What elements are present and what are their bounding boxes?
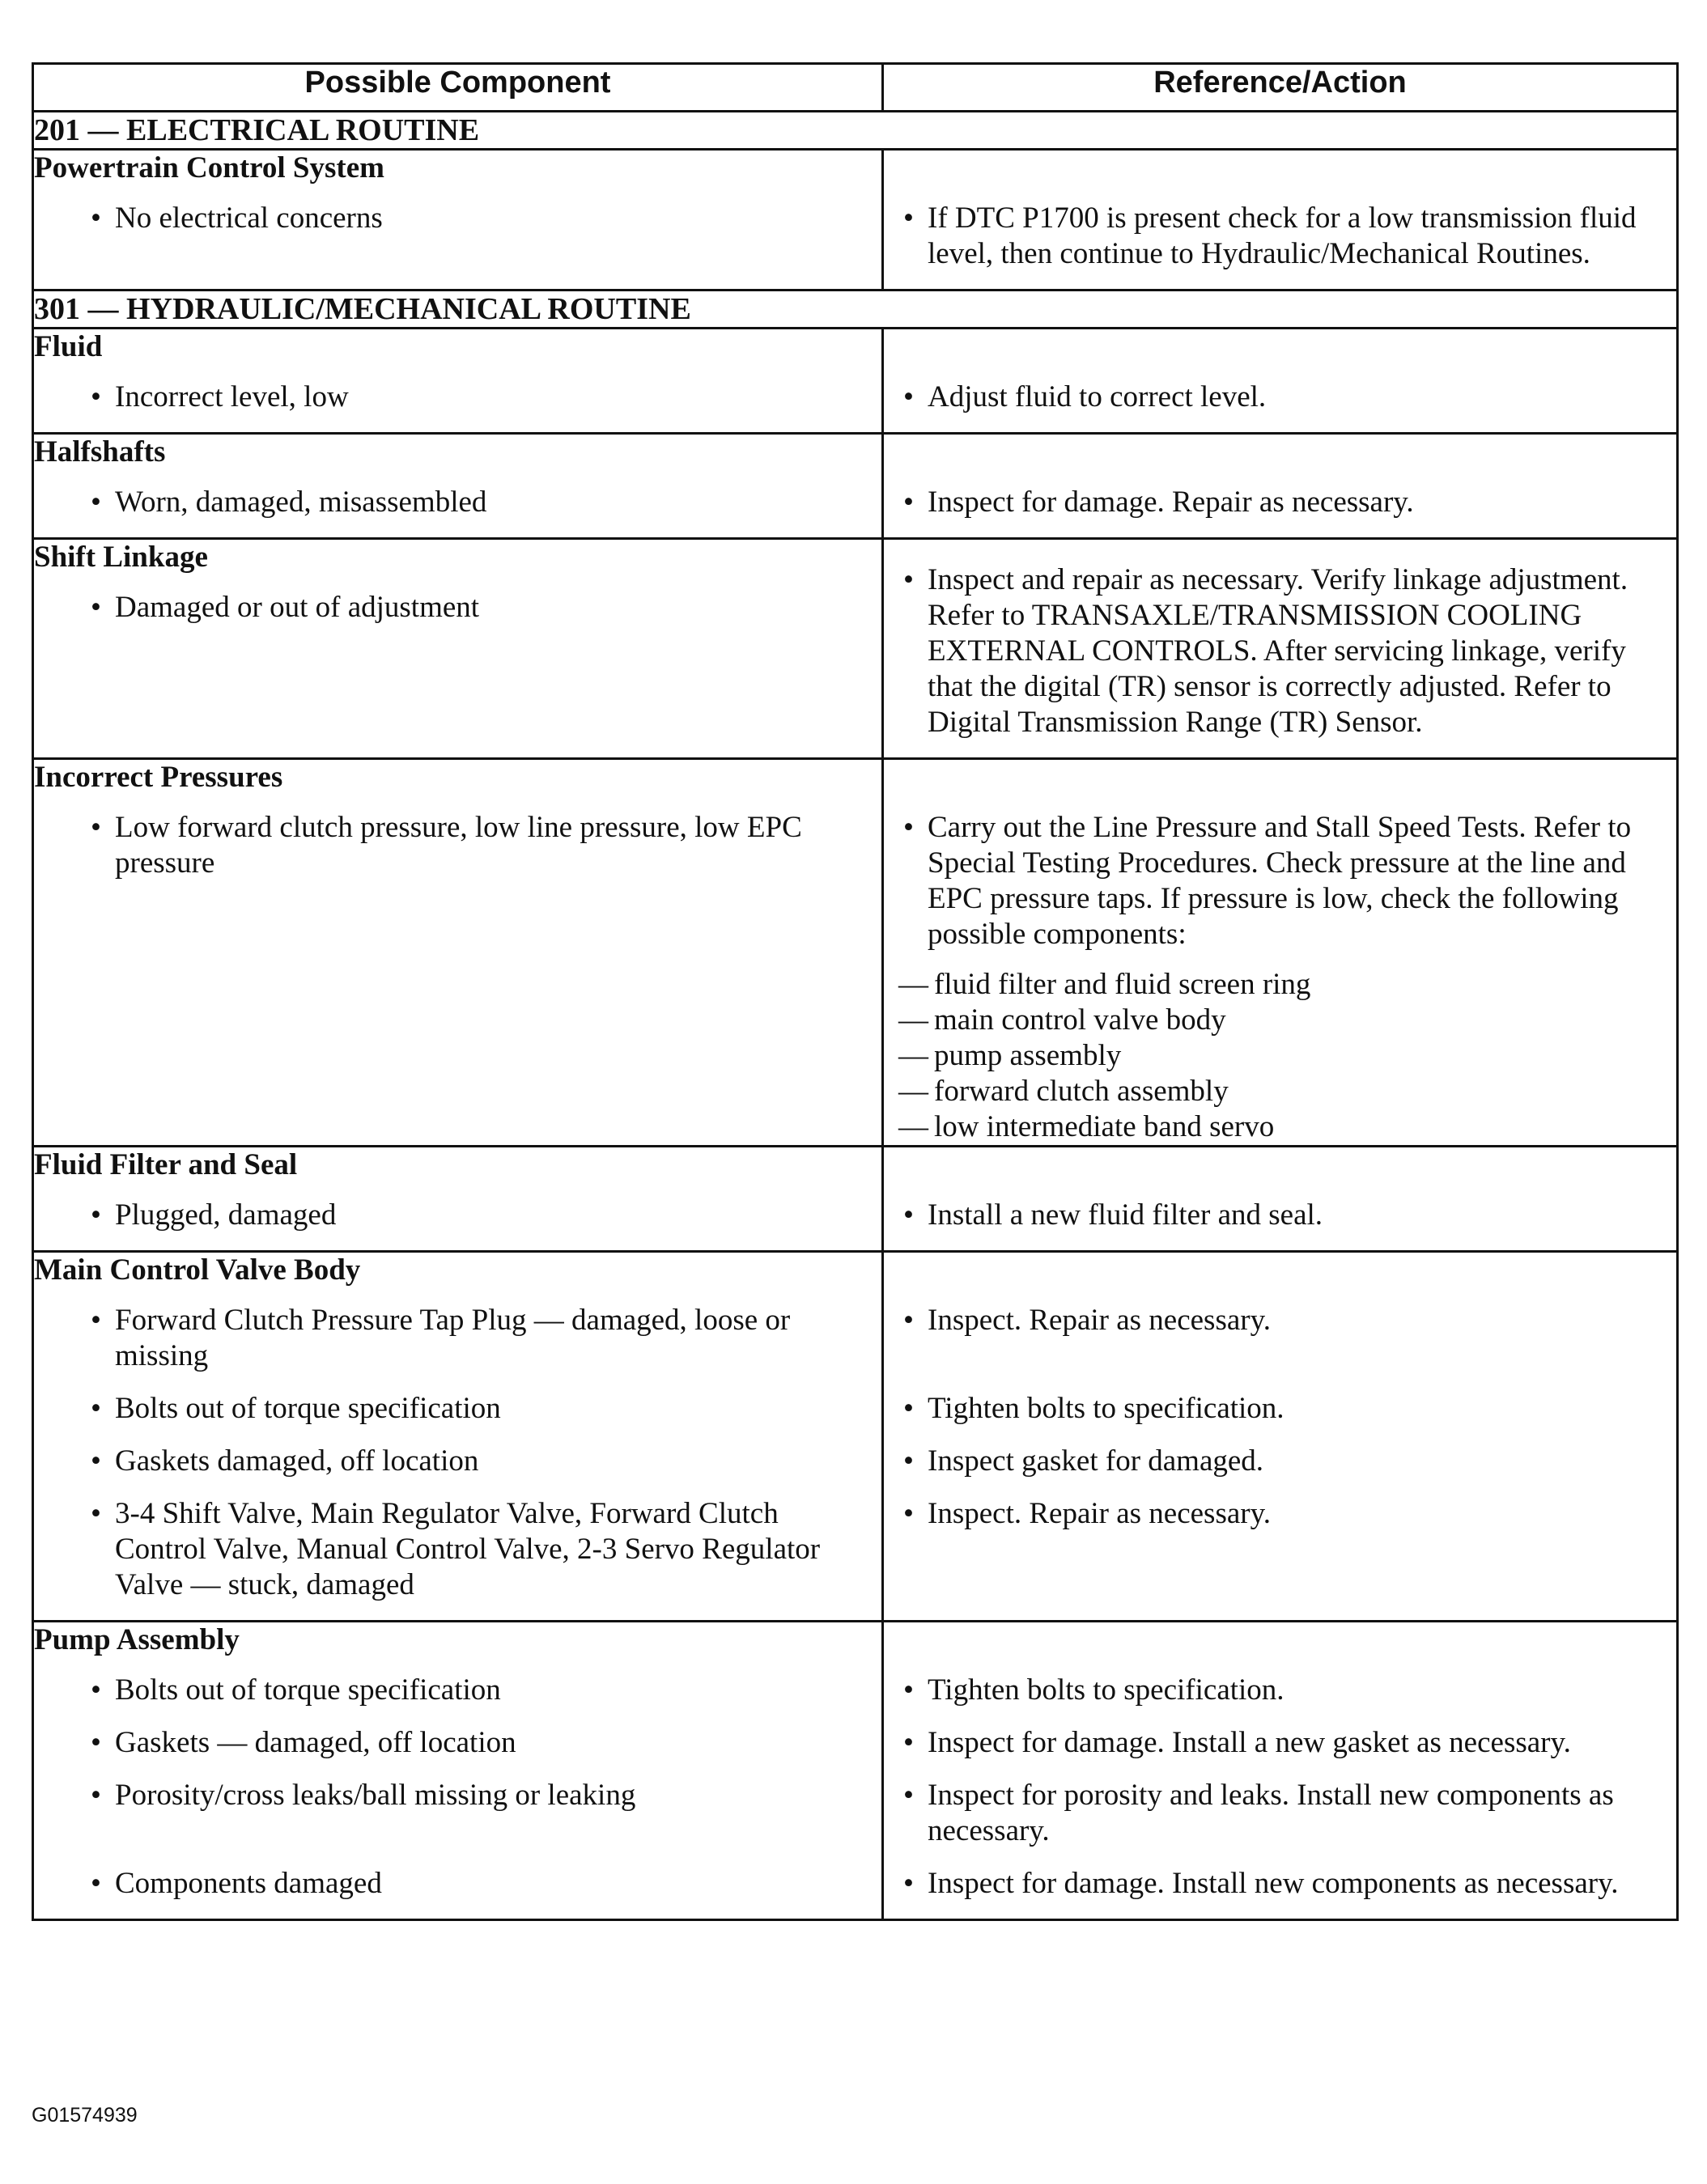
action-item: • Tighten bolts to specification. — [884, 1391, 1676, 1427]
component-item: • Bolts out of torque specification — [34, 1673, 881, 1708]
section-title: Incorrect Pressures — [34, 761, 283, 794]
component-item: • Gaskets damaged, off location — [34, 1444, 881, 1479]
component-item: • 3-4 Shift Valve, Main Regulator Valve, Forward Clutch Control Valve, Manual Control Valve, 2-3 Servo Regulator Valve — stuck, damaged — [34, 1496, 881, 1603]
section-title: Fluid — [34, 330, 103, 363]
column-header-action: Reference/Action — [883, 64, 1678, 112]
action-item: • Adjust fluid to correct level. — [884, 380, 1676, 415]
action-item: • Inspect for damage. Install new components as necessary. — [884, 1866, 1676, 1902]
component-item: • Plugged, damaged — [34, 1198, 881, 1233]
component-item: • Incorrect level, low — [34, 380, 881, 415]
component-item: • Worn, damaged, misassembled — [34, 485, 881, 520]
section-powertrain — [33, 150, 1678, 290]
spacer — [884, 1253, 1676, 1303]
action-item: • Inspect and repair as necessary. Verify linkage adjustment. Refer to TRANSAXLE/TRANSMISSION COOLING EXTERNAL CONTROLS. After servicing linkage, verify that the digital (TR) sensor is correctly adjusted. Refer to Digital Transmission Range (TR) Sensor. — [884, 562, 1676, 740]
diagnostic-table — [32, 62, 1679, 1921]
spacer — [884, 151, 1676, 201]
list-item: — low intermediate band servo — [884, 1109, 1676, 1145]
component-item: • No electrical concerns — [34, 201, 881, 236]
section-shift-linkage — [33, 539, 1678, 759]
header-row — [33, 64, 1678, 112]
section-title: Halfshafts — [34, 435, 166, 469]
routine-row-301 — [33, 290, 1678, 329]
section-title: Pump Assembly — [34, 1623, 240, 1656]
section-halfshafts — [33, 434, 1678, 539]
figure-id: G01574939 — [32, 2104, 138, 2127]
component-item: • Bolts out of torque specification — [34, 1391, 881, 1427]
section-incorrect-pressures — [33, 759, 1678, 1147]
spacer — [884, 540, 1676, 562]
component-item: • Damaged or out of adjustment — [34, 590, 881, 626]
list-item: — forward clutch assembly — [884, 1074, 1676, 1109]
list-item: — fluid filter and fluid screen ring — [884, 967, 1676, 1003]
section-title: Powertrain Control System — [34, 151, 384, 184]
action-item: • Inspect. Repair as necessary. — [884, 1496, 1676, 1532]
section-fluid — [33, 329, 1678, 434]
action-item: • Inspect for damage. Install a new gasket as necessary. — [884, 1725, 1676, 1761]
section-fluid-filter — [33, 1147, 1678, 1252]
spacer — [884, 435, 1676, 485]
action-item: • Inspect gasket for damaged. — [884, 1444, 1676, 1479]
action-item: • Install a new fluid filter and seal. — [884, 1198, 1676, 1233]
action-item: • Carry out the Line Pressure and Stall Speed Tests. Refer to Special Testing Procedures. Check pressure at the line and EPC pressure taps. If pressure is low, check the following possible components: — [884, 810, 1676, 952]
spacer — [884, 760, 1676, 810]
component-item: • Gaskets — damaged, off location — [34, 1725, 881, 1761]
list-item: — pump assembly — [884, 1038, 1676, 1074]
section-pump-assembly — [33, 1622, 1678, 1920]
routine-title-301: 301 — HYDRAULIC/MECHANICAL ROUTINE — [33, 290, 1678, 329]
action-item: • If DTC P1700 is present check for a low transmission fluid level, then continue to Hydraulic/Mechanical Routines. — [884, 201, 1676, 272]
routine-row-201 — [33, 112, 1678, 150]
section-title: Shift Linkage — [34, 541, 208, 574]
component-item: • Porosity/cross leaks/ball missing or leaking — [34, 1778, 881, 1849]
action-item: • Inspect for porosity and leaks. Install new components as necessary. — [884, 1778, 1676, 1849]
spacer — [884, 1622, 1676, 1673]
spacer — [884, 329, 1676, 380]
action-item: • Tighten bolts to specification. — [884, 1673, 1676, 1708]
component-item: • Low forward clutch pressure, low line pressure, low EPC pressure — [34, 810, 881, 881]
list-item: — main control valve body — [884, 1003, 1676, 1038]
section-title: Fluid Filter and Seal — [34, 1148, 298, 1181]
action-item: • Inspect for damage. Repair as necessary. — [884, 485, 1676, 520]
component-item: • Components damaged — [34, 1866, 881, 1902]
routine-title-201: 201 — ELECTRICAL ROUTINE — [33, 112, 1678, 150]
section-title: Main Control Valve Body — [34, 1253, 361, 1287]
column-header-component: Possible Component — [33, 64, 883, 112]
action-item: • Inspect. Repair as necessary. — [884, 1303, 1676, 1374]
section-main-control-valve-body — [33, 1252, 1678, 1622]
possible-components-list — [884, 967, 1676, 1145]
component-item: • Forward Clutch Pressure Tap Plug — damaged, loose or missing — [34, 1303, 881, 1374]
spacer — [884, 1147, 1676, 1198]
